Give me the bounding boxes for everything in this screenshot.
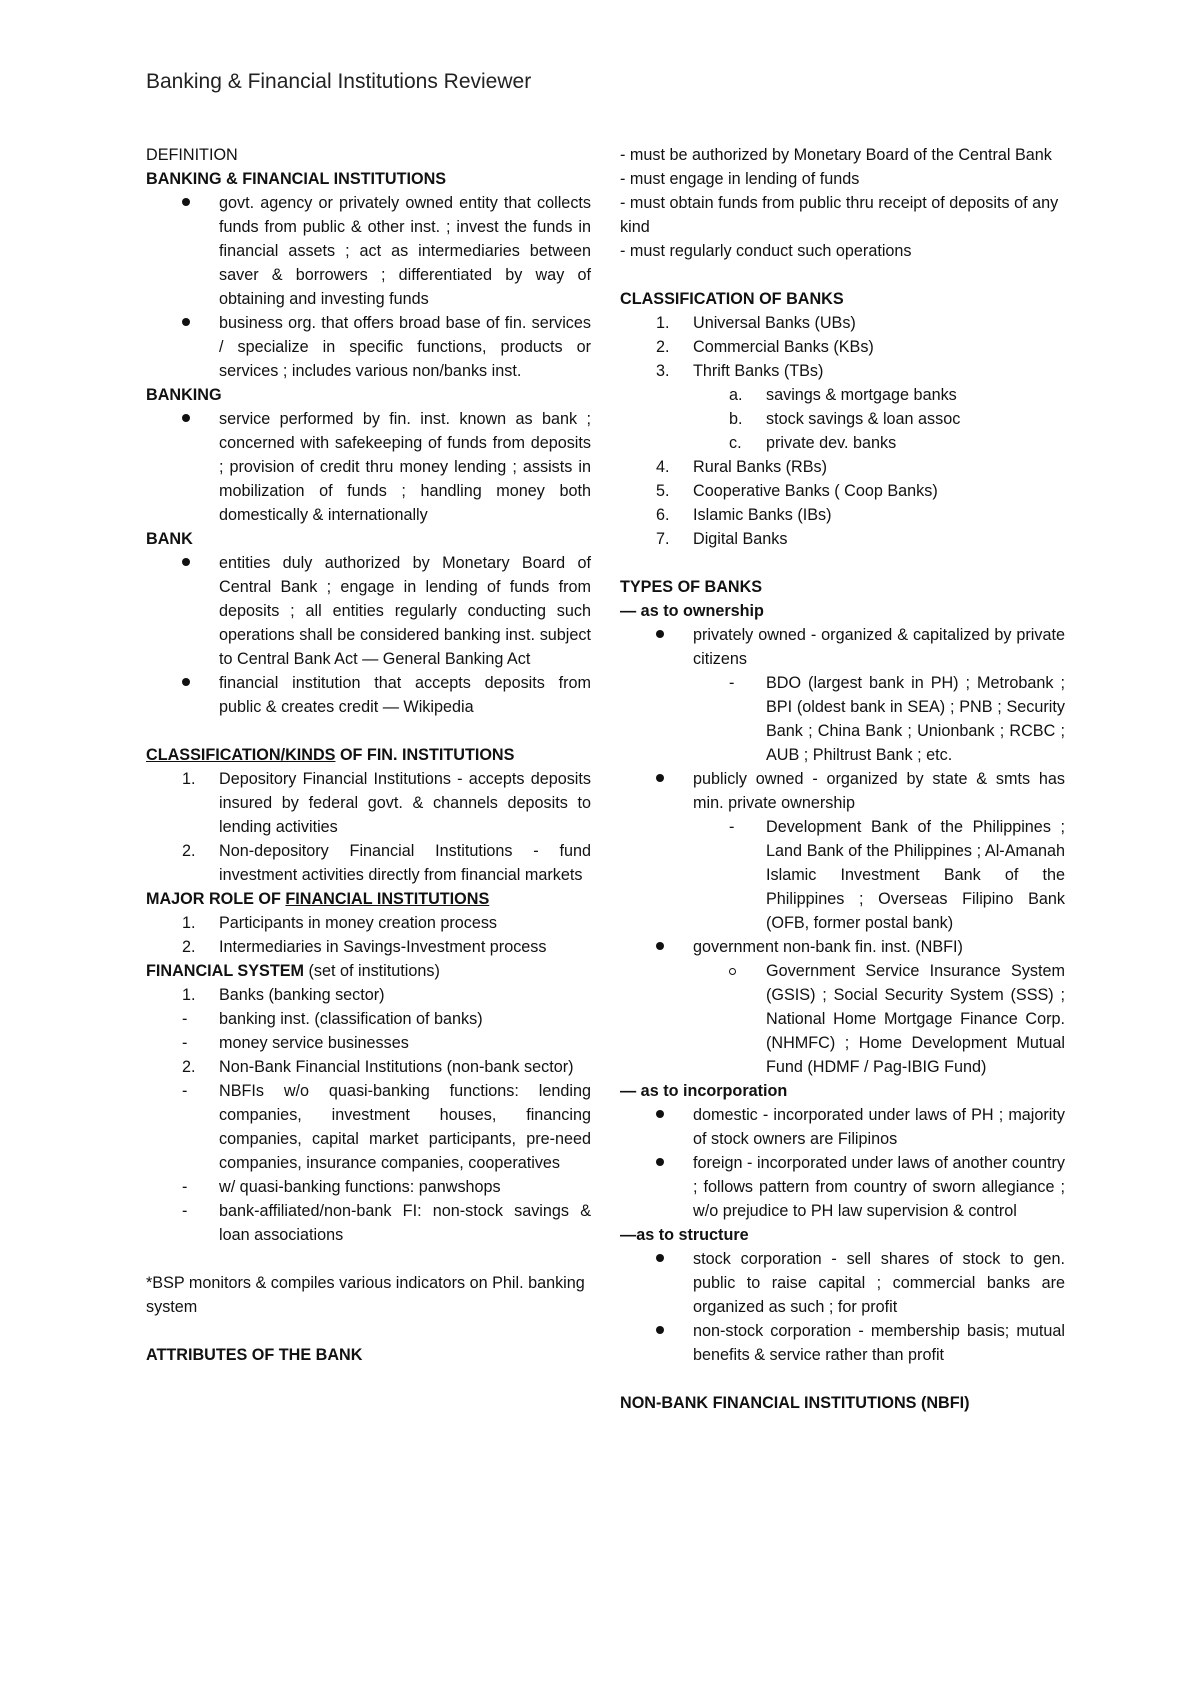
structure-heading: —as to structure [620, 1226, 749, 1244]
document-title: Banking & Financial Institutions Reviewer [146, 70, 532, 93]
bullet-icon [656, 767, 664, 791]
list-item: 4. Rural Banks (RBs) [656, 458, 828, 476]
list-item: publicly owned - organized by state & smts has min. private ownership [620, 767, 1065, 815]
list-item: - banking inst. (classification of banks) [182, 1010, 483, 1028]
financial-system-heading: FINANCIAL SYSTEM (set of institutions) [146, 962, 440, 980]
bullet-icon [182, 671, 190, 695]
bullet-icon [656, 1319, 664, 1343]
list-item: privately owned - organized & capitalized by private citizens [620, 623, 1065, 671]
list-item: foreign - incorporated under laws of another country ; follows pattern from country of sworn allegiance ; w/o prejudice to PH law supervision & control [620, 1151, 1065, 1223]
ownership-heading: — as to ownership [620, 602, 764, 620]
list-item: entities duly authorized by Monetary Board of Central Bank ; engage in lending of funds from deposits ; all entities regularly conducting such operations shall be considered banking inst. subject to Central Bank Act — General Banking Act [146, 551, 591, 671]
list-item: domestic - incorporated under laws of PH ; majority of stock owners are Filipinos [620, 1103, 1065, 1151]
list-item: - NBFIs w/o quasi-banking functions: lending companies, investment houses, financing companies, capital market participants, pre-need companies, insurance companies, cooperatives [182, 1082, 591, 1172]
list-item: stock corporation - sell shares of stock to gen. public to raise capital ; commercial banks are organized as such ; for profit [620, 1247, 1065, 1319]
list-item: 5. Cooperative Banks ( Coop Banks) [656, 482, 938, 500]
attribute-line: - must be authorized by Monetary Board of the Central Bank [620, 146, 1052, 164]
incorporation-heading: — as to incorporation [620, 1082, 788, 1100]
list-item: 2. Non-Bank Financial Institutions (non-bank sector) [182, 1058, 574, 1076]
list-item: service performed by fin. inst. known as bank ; concerned with safekeeping of funds from deposits ; provision of credit thru money lending ; assists in mobilization of funds ; handling money both domestically & internationally [146, 407, 591, 527]
list-item: 2. Non-depository Financial Institutions - fund investment activities directly from financial markets [182, 842, 591, 884]
list-item: - money service businesses [182, 1034, 409, 1052]
major-role-heading: MAJOR ROLE OF FINANCIAL INSTITUTIONS [146, 890, 490, 908]
right-column [620, 143, 1065, 1415]
list-item: - bank-affiliated/non-bank FI: non-stock savings & loan associations [182, 1202, 591, 1244]
list-item: 6. Islamic Banks (IBs) [656, 506, 832, 524]
bullet-icon [656, 1151, 664, 1175]
list-item: govt. agency or privately owned entity that collects funds from public & other inst. ; invest the funds in financial assets ; act as intermediaries between saver & borrowers ; differentiated by way of obtaining and investing funds [146, 191, 591, 311]
bullet-icon [656, 1103, 664, 1127]
list-item: 1. Banks (banking sector) [182, 986, 385, 1004]
nbfi-heading: NON-BANK FINANCIAL INSTITUTIONS (NBFI) [620, 1394, 970, 1412]
bullet-icon [182, 407, 190, 431]
list-item: 2. Commercial Banks (KBs) [656, 338, 874, 356]
attribute-line: - must regularly conduct such operations [620, 242, 912, 260]
dash-icon: - [729, 818, 735, 836]
dash-icon: - [729, 674, 735, 692]
circle-bullet-icon [729, 959, 736, 983]
bullet-icon [656, 623, 664, 647]
list-item: - BDO (largest bank in PH) ; Metrobank ; BPI (oldest bank in SEA) ; PNB ; Security Bank ; China Bank ; Unionbank ; RCBC ; AUB ; Philtrust Bank ; etc. [620, 671, 1065, 767]
bfi-heading: BANKING & FINANCIAL INSTITUTIONS [146, 170, 447, 188]
classification-heading: CLASSIFICATION/KINDS OF FIN. INSTITUTIONS [146, 746, 515, 764]
definition-label: DEFINITION [146, 146, 238, 164]
bullet-icon [182, 551, 190, 575]
attribute-line: - must engage in lending of funds [620, 170, 860, 188]
list-item: 1. Depository Financial Institutions - accepts deposits insured by federal govt. & channels deposits to lending activities [182, 770, 591, 836]
bullet-icon [182, 191, 190, 215]
list-item: a. savings & mortgage banks [729, 386, 957, 404]
bsp-note: *BSP monitors & compiles various indicators on Phil. banking system [146, 1274, 585, 1316]
left-column [146, 143, 591, 1367]
list-item: - Development Bank of the Philippines ; Land Bank of the Philippines ; Al-Amanah Islamic Investment Bank of the Philippines ; Overseas Filipino Bank (OFB, former postal bank) [620, 815, 1065, 935]
bank-heading: BANK [146, 530, 193, 548]
types-of-banks-heading: TYPES OF BANKS [620, 578, 763, 596]
list-item: 2. Intermediaries in Savings-Investment process [182, 938, 547, 956]
list-item: 7. Digital Banks [656, 530, 788, 548]
list-item: non-stock corporation - membership basis; mutual benefits & service rather than profit [620, 1319, 1065, 1367]
list-item: - w/ quasi-banking functions: panwshops [182, 1178, 501, 1196]
attributes-heading: ATTRIBUTES OF THE BANK [146, 1346, 363, 1364]
banking-heading: BANKING [146, 386, 222, 404]
list-item: 1. Universal Banks (UBs) [656, 314, 856, 332]
classification-of-banks-heading: CLASSIFICATION OF BANKS [620, 290, 844, 308]
list-item: business org. that offers broad base of fin. services / specialize in specific functions, products or services ; includes various non/banks inst. [146, 311, 591, 383]
list-item: 1. Participants in money creation process [182, 914, 498, 932]
list-item: government non-bank fin. inst. (NBFI) [620, 935, 1065, 959]
list-item: 3. Thrift Banks (TBs) [656, 362, 824, 380]
attribute-line: - must obtain funds from public thru receipt of deposits of any kind [620, 194, 1059, 236]
list-item: financial institution that accepts deposits from public & creates credit — Wikipedia [146, 671, 591, 719]
list-item: b. stock savings & loan assoc [729, 410, 961, 428]
bullet-icon [656, 1247, 664, 1271]
bullet-icon [182, 311, 190, 335]
list-item: c. private dev. banks [729, 434, 897, 452]
bullet-icon [656, 935, 664, 959]
list-item: Government Service Insurance System (GSIS) ; Social Security System (SSS) ; National Home Mortgage Finance Corp. (NHMFC) ; Home Development Mutual Fund (HDMF / Pag-IBIG Fund) [620, 959, 1065, 1079]
